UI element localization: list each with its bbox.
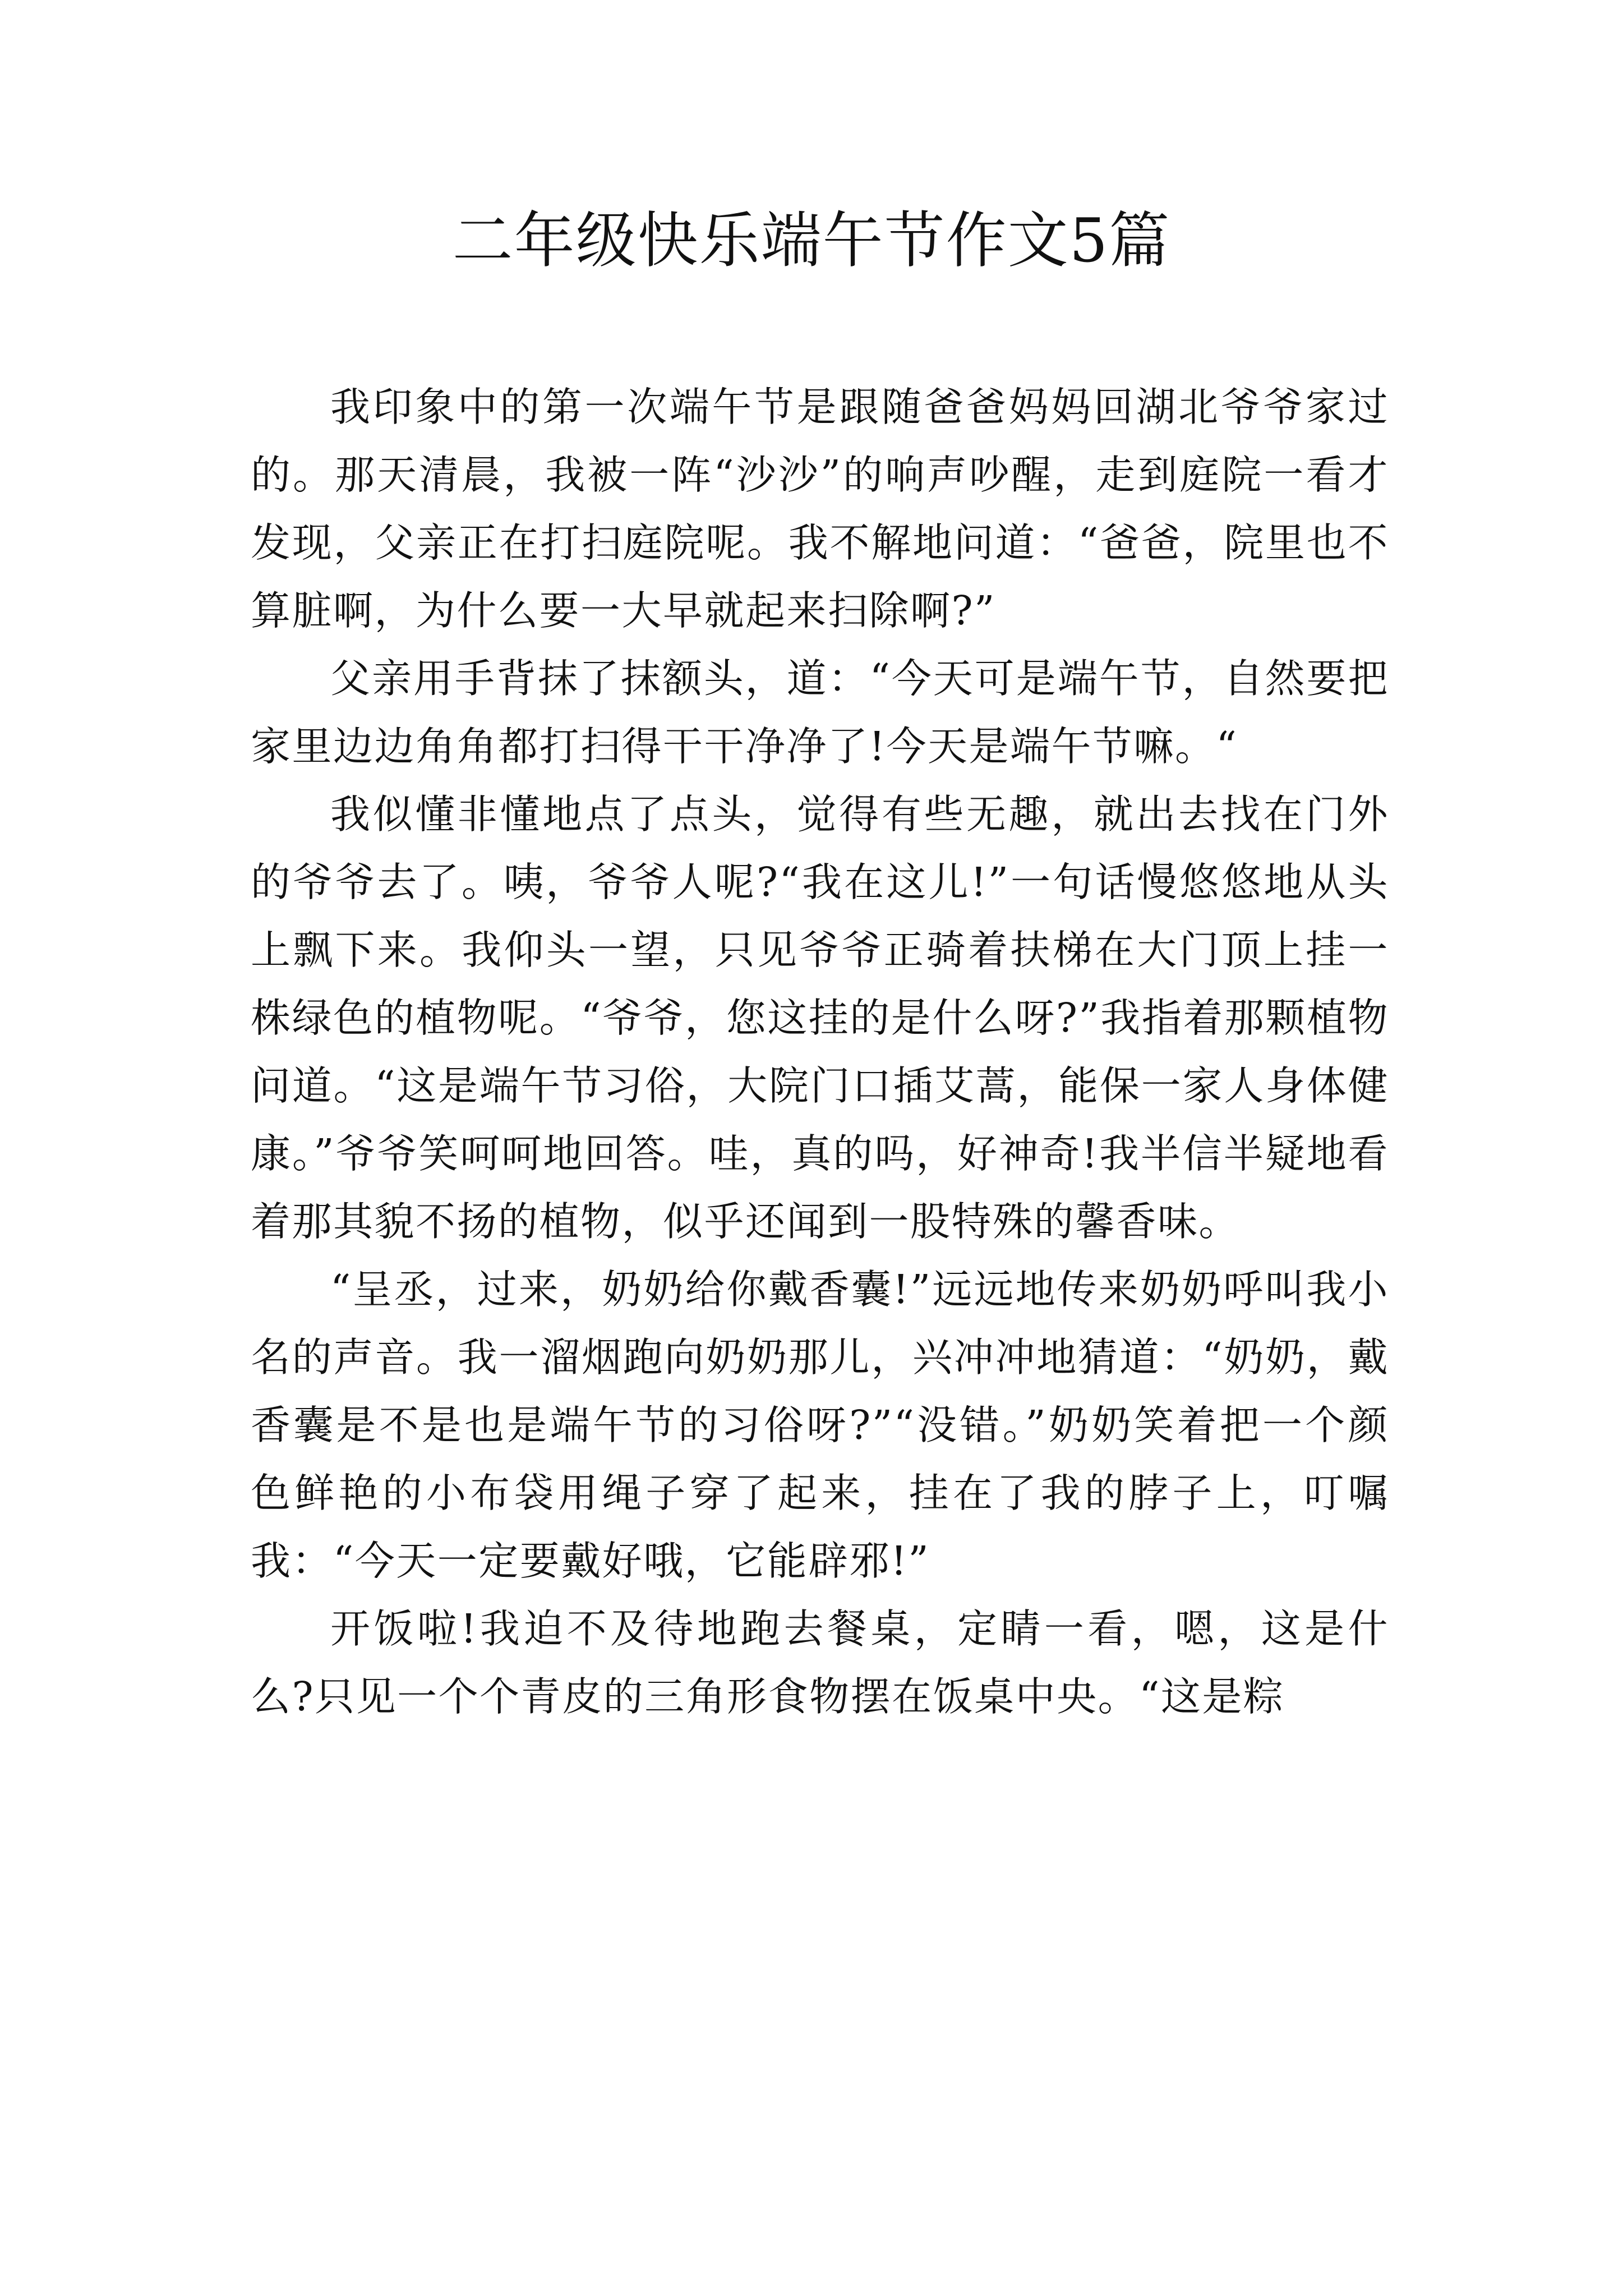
document-title: 二年级快乐端午节作文5篇 xyxy=(452,206,1171,276)
document-body xyxy=(251,373,1389,1731)
paragraph-5: 开饭啦!我迫不及待地跑去餐桌，定睛一看，嗯，这是什么?只见一个个青皮的三角形食物摆在饭桌中央。“这是粽 xyxy=(251,1605,1389,1720)
paragraph-3: 我似懂非懂地点了点头，觉得有些无趣，就出去找在门外的爷爷去了。咦，爷爷人呢?“我在这儿!”一句话慢悠悠地从头上飘下来。我仰头一望，只见爷爷正骑着扶梯在大门顶上挂一株绿色的植物呢。“爷爷，您这挂的是什么呀?”我指着那颗植物问道。“这是端午节习俗，大院门口插艾蒿，能保一家人身体健康。”爷爷笑呵呵地回答。哇，真的吗，好神奇!我半信半疑地看着那其貌不扬的植物，似乎还闻到一股特殊的馨香味。 xyxy=(251,791,1389,1245)
paragraph-4: “呈丞，过来，奶奶给你戴香囊!”远远地传来奶奶呼叫我小名的声音。我一溜烟跑向奶奶那儿，兴冲冲地猜道：“奶奶，戴香囊是不是也是端午节的习俗呀?”“没错。”奶奶笑着把一个颜色鲜艳的小布袋用绳子穿了起来，挂在了我的脖子上，叮嘱我：“今天一定要戴好哦，它能辟邪!” xyxy=(251,1266,1389,1584)
paragraph-1: 我印象中的第一次端午节是跟随爸爸妈妈回湖北爷爷家过的。那天清晨，我被一阵“沙沙”的响声吵醒，走到庭院一看才发现，父亲正在打扫庭院呢。我不解地问道：“爸爸，院里也不算脏啊，为什么要一大早就起来扫除啊?” xyxy=(251,384,1389,634)
paragraph-2: 父亲用手背抹了抹额头，道：“今天可是端午节，自然要把家里边边角角都打扫得干干净净了!今天是端午节嘛。“ xyxy=(251,655,1389,770)
